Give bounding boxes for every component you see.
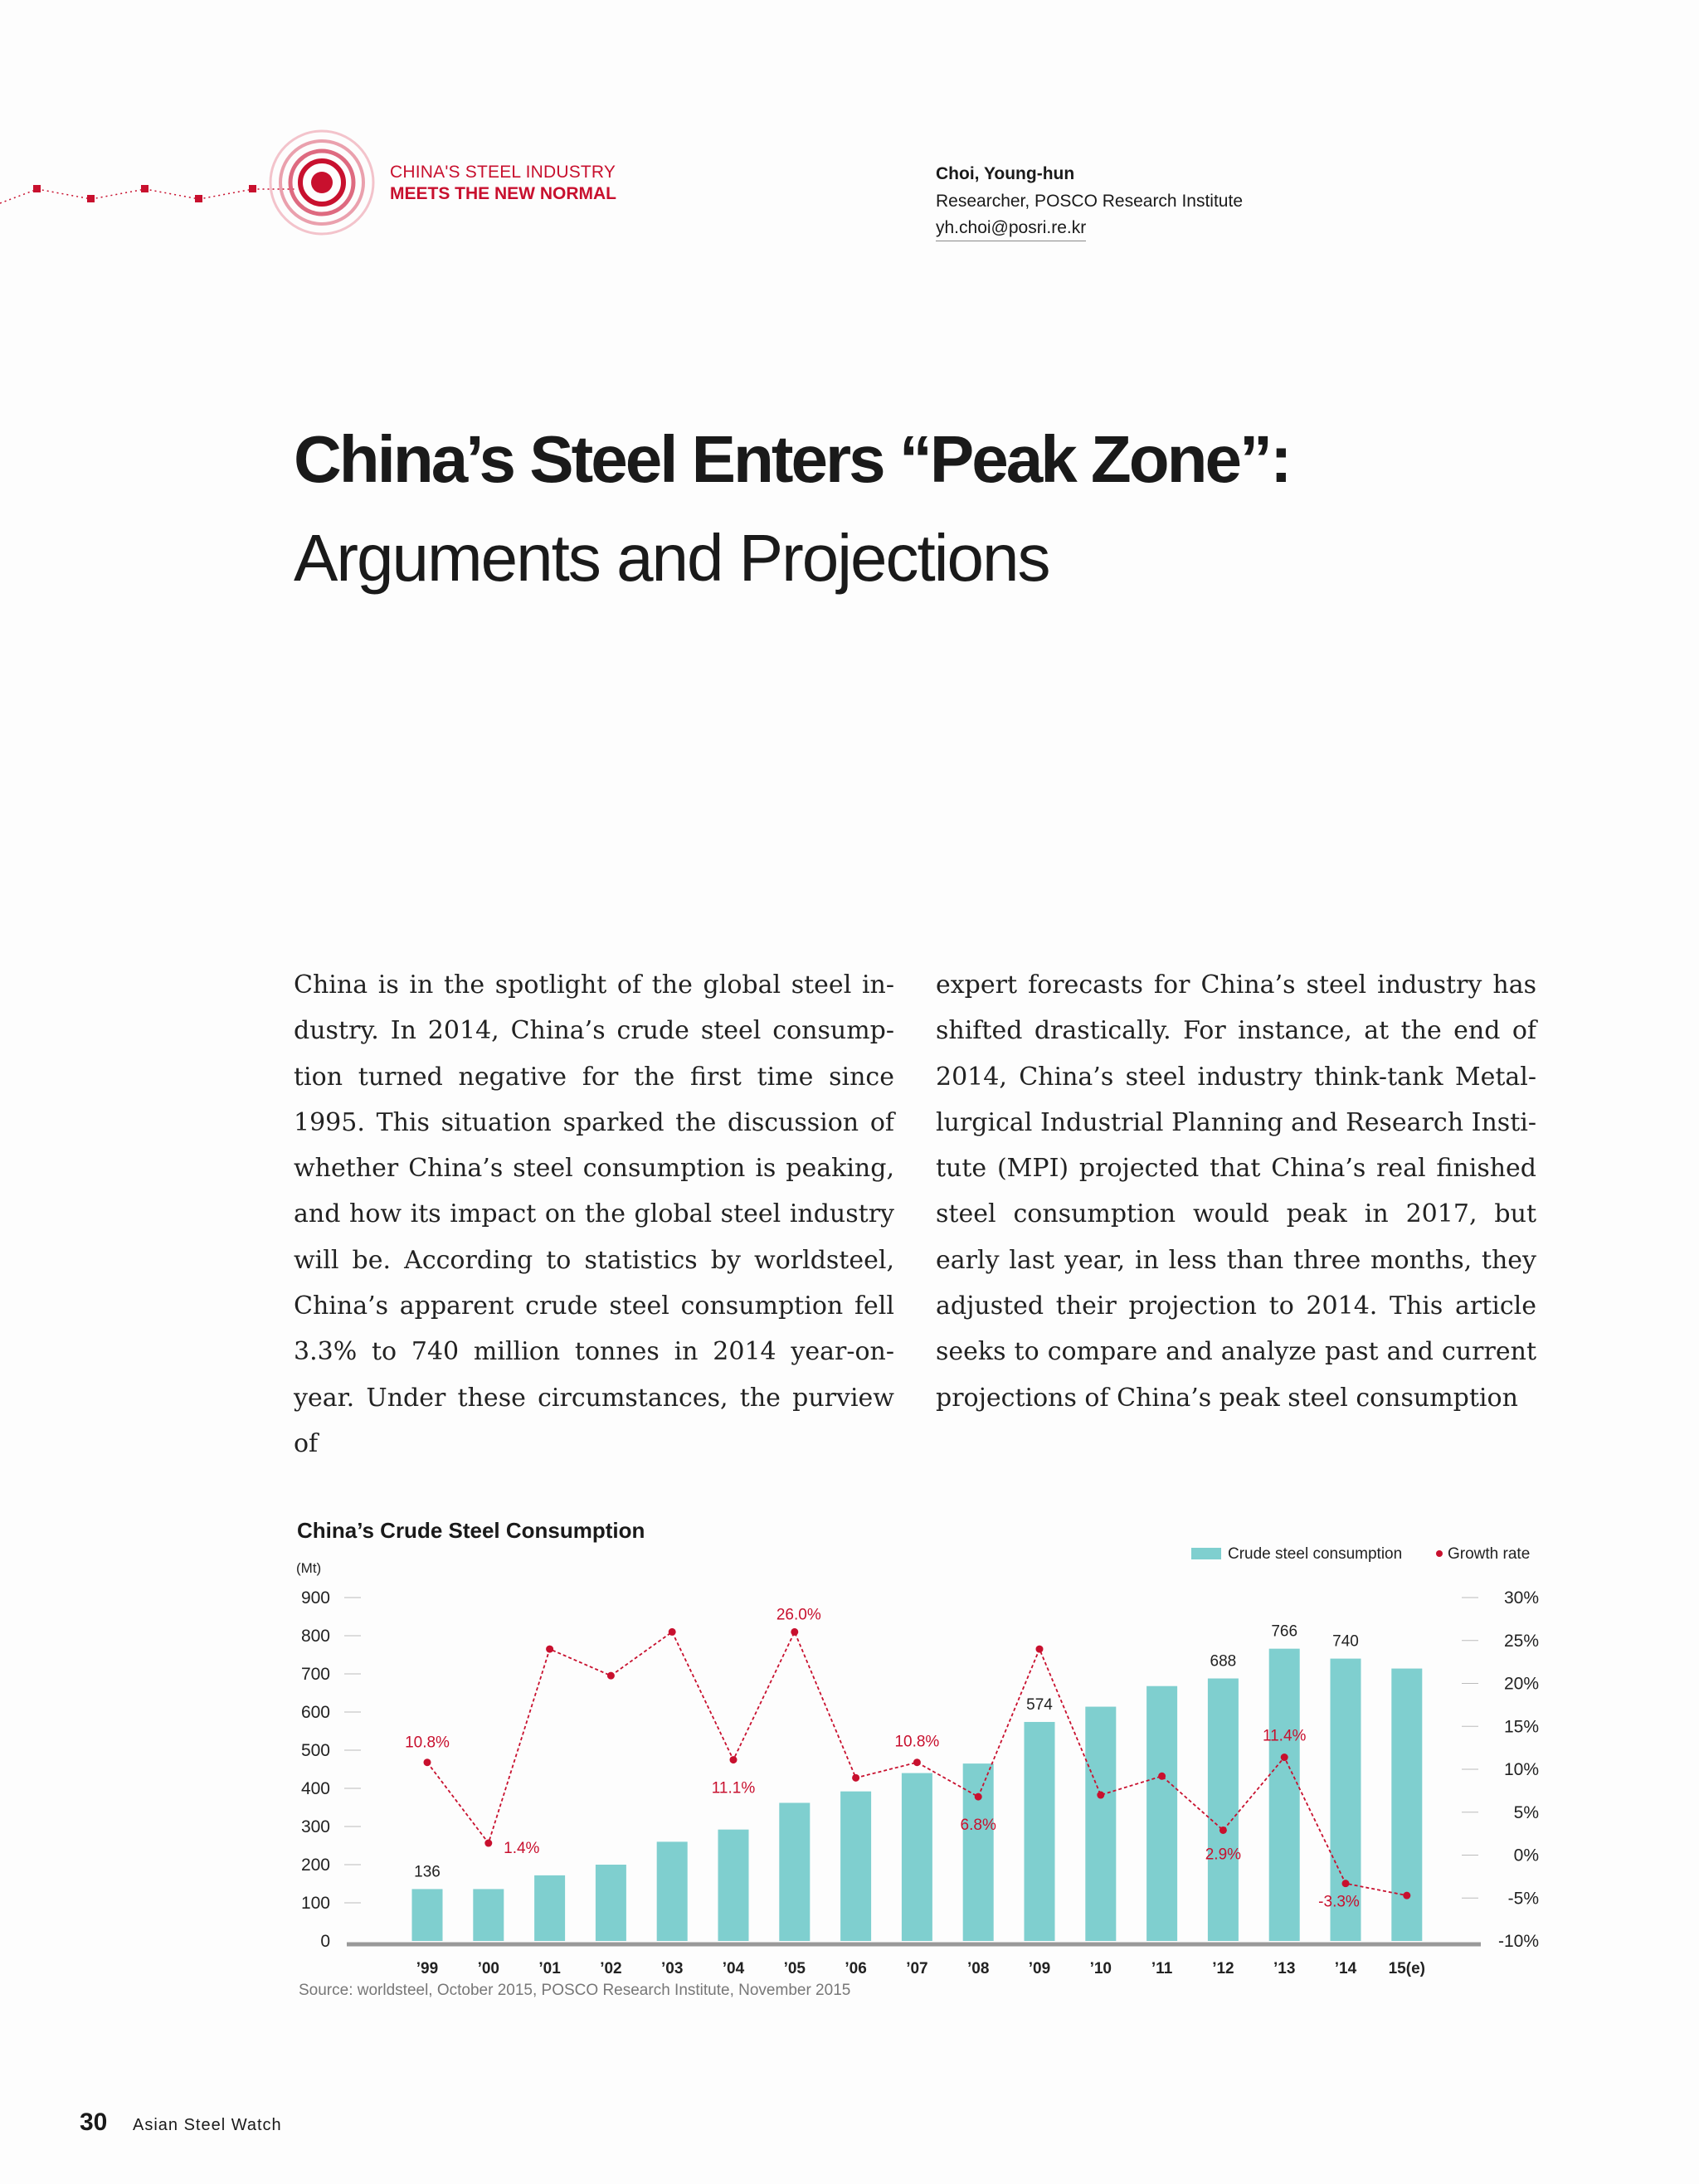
x-tick-label: ’11 (1151, 1960, 1173, 1977)
x-tick-label: ’09 (1028, 1960, 1051, 1977)
page-number: 30 (80, 2109, 108, 2136)
y2-tick-label: 10% (1503, 1760, 1539, 1779)
bar (1208, 1679, 1239, 1941)
growth-value-label: 11.1% (711, 1779, 756, 1797)
growth-point (1219, 1826, 1227, 1834)
bar (1146, 1686, 1177, 1941)
x-tick-label: ’01 (538, 1960, 561, 1977)
bar (412, 1889, 443, 1941)
bar (1025, 1722, 1055, 1941)
growth-point (484, 1840, 492, 1847)
y-tick-label: 800 (300, 1627, 330, 1646)
legend-swatch-bars (1191, 1548, 1221, 1559)
growth-point (791, 1628, 798, 1636)
bar (473, 1889, 504, 1941)
body-column-right: expert forecasts for China’s steel industry has shifted drastically. For instance, at the end of 2014, China’s steel industry think-tank Metal-lurgical Industrial Planning and Research Insti-tute (MPI) projected that China’s real finished steel consumption would peak in 2017, but early last year, in less than three months, they adjusted their projection to 2014. This article seeks to compare and analyze past and current projections of China’s peak steel consumption (936, 970, 1536, 1413)
bar (960, 1763, 996, 1941)
y-tick-label: 700 (300, 1665, 330, 1684)
growth-value-label: 10.8% (405, 1734, 450, 1752)
x-tick-label: ’04 (722, 1960, 745, 1977)
growth-value-label: 1.4% (504, 1840, 540, 1858)
x-tick-label: ’06 (845, 1960, 867, 1977)
article-subtitle: Arguments and Projections (294, 521, 1049, 595)
growth-point (1281, 1754, 1288, 1761)
y-tick-label: 100 (300, 1894, 330, 1913)
chart-source: Source: worldsteel, October 2015, POSCO Research Institute, November 2015 (299, 1982, 851, 1999)
y2-tick-label: 25% (1503, 1631, 1539, 1651)
growth-value-label: -3.3% (1318, 1893, 1360, 1911)
growth-point (1097, 1792, 1104, 1799)
growth-point (669, 1628, 676, 1636)
bar (902, 1773, 932, 1941)
bar (1085, 1707, 1116, 1941)
x-tick-label: ’12 (1212, 1960, 1234, 1977)
growth-value-label: 11.4% (1262, 1727, 1307, 1745)
growth-point (730, 1756, 738, 1763)
bar (718, 1830, 749, 1941)
y2-tick-label: 0% (1513, 1846, 1539, 1865)
growth-point (1403, 1892, 1410, 1899)
growth-point (424, 1758, 431, 1766)
section-label: CHINA'S STEEL INDUSTRY (390, 163, 616, 182)
growth-point (1158, 1773, 1166, 1780)
growth-point (975, 1793, 982, 1801)
bar-value-label: 766 (1271, 1622, 1298, 1641)
consumption-chart (274, 1543, 1551, 2007)
author-email-link[interactable]: yh.choi@posri.re.kr (936, 218, 1086, 241)
bar-value-label: 688 (1210, 1652, 1237, 1671)
section-subtitle: MEETS THE NEW NORMAL (390, 184, 616, 203)
bar-value-label: 574 (1026, 1695, 1053, 1714)
x-tick-label: ’00 (477, 1960, 500, 1977)
bar (840, 1792, 871, 1941)
x-tick-label: ’10 (1089, 1960, 1112, 1977)
x-tick-label: ’02 (600, 1960, 622, 1977)
y2-tick-label: -5% (1507, 1889, 1539, 1909)
author-name: Choi, Young-hun (936, 164, 1075, 183)
x-tick-label: ’08 (966, 1960, 990, 1977)
x-tick-label: ’14 (1334, 1960, 1357, 1977)
bar (779, 1802, 810, 1941)
y2-tick-label: 15% (1503, 1717, 1539, 1737)
growth-point (607, 1672, 615, 1680)
bar-value-label: 740 (1332, 1632, 1359, 1651)
y2-tick-label: 5% (1513, 1802, 1539, 1822)
body-column-left: China is in the spotlight of the global steel in-dustry. In 2014, China’s crude steel consump-tion turned negative for the first time since 1995. This situation sparked the discussion of whether China’s steel consumption is peaking, and how its impact on the global steel industry will be. According to statistics by worldsteel, China’s apparent crude steel consumption fell 3.3% to 740 million tonnes in 2014 year-on-year. Under these circumstances, the purview of (294, 970, 894, 1458)
y-tick-label: 600 (300, 1703, 330, 1722)
y2-tick-label: -10% (1497, 1932, 1539, 1951)
growth-point (1342, 1880, 1350, 1887)
growth-value-label: 10.8% (894, 1733, 940, 1751)
y2-tick-label: 30% (1503, 1588, 1539, 1608)
growth-value-label: 26.0% (776, 1606, 821, 1624)
legend-label-growth: Growth rate (1448, 1545, 1531, 1563)
bar (1391, 1669, 1422, 1941)
legend-label-bars: Crude steel consumption (1228, 1545, 1403, 1563)
bar (534, 1875, 565, 1941)
chart-bars (412, 1649, 1423, 1941)
y-tick-label: 300 (300, 1817, 330, 1836)
author-title: Researcher, POSCO Research Institute (936, 192, 1243, 211)
y-tick-label: 900 (300, 1588, 330, 1608)
y-tick-label: 0 (320, 1932, 330, 1951)
bar-value-label: 136 (414, 1863, 441, 1881)
y-tick-label: 200 (300, 1856, 330, 1875)
y-tick-label: 400 (300, 1779, 330, 1798)
growth-value-label: 2.9% (1205, 1846, 1242, 1864)
bar (596, 1865, 626, 1941)
x-tick-label: ’99 (416, 1960, 439, 1977)
article-title: China’s Steel Enters “Peak Zone”: (294, 422, 1290, 496)
growth-point (913, 1758, 921, 1766)
chart-title: China’s Crude Steel Consumption (297, 1518, 645, 1543)
x-tick-label: ’13 (1273, 1960, 1296, 1977)
growth-point (546, 1646, 553, 1653)
y-tick-label: 500 (300, 1741, 330, 1760)
x-tick-label: ’05 (783, 1960, 806, 1977)
bar (657, 1841, 688, 1941)
x-tick-label: ’03 (660, 1960, 684, 1977)
y-axis-unit: (Mt) (296, 1560, 322, 1576)
growth-point (1036, 1646, 1044, 1653)
x-tick-label: ’07 (906, 1960, 928, 1977)
growth-value-label: 6.8% (960, 1817, 996, 1835)
publication-name: Asian Steel Watch (133, 2116, 282, 2134)
legend-swatch-growth (1436, 1550, 1443, 1557)
x-tick-label: 15(e) (1388, 1960, 1425, 1977)
growth-point (852, 1774, 859, 1782)
y2-tick-label: 20% (1503, 1674, 1539, 1694)
bar (1269, 1649, 1300, 1941)
